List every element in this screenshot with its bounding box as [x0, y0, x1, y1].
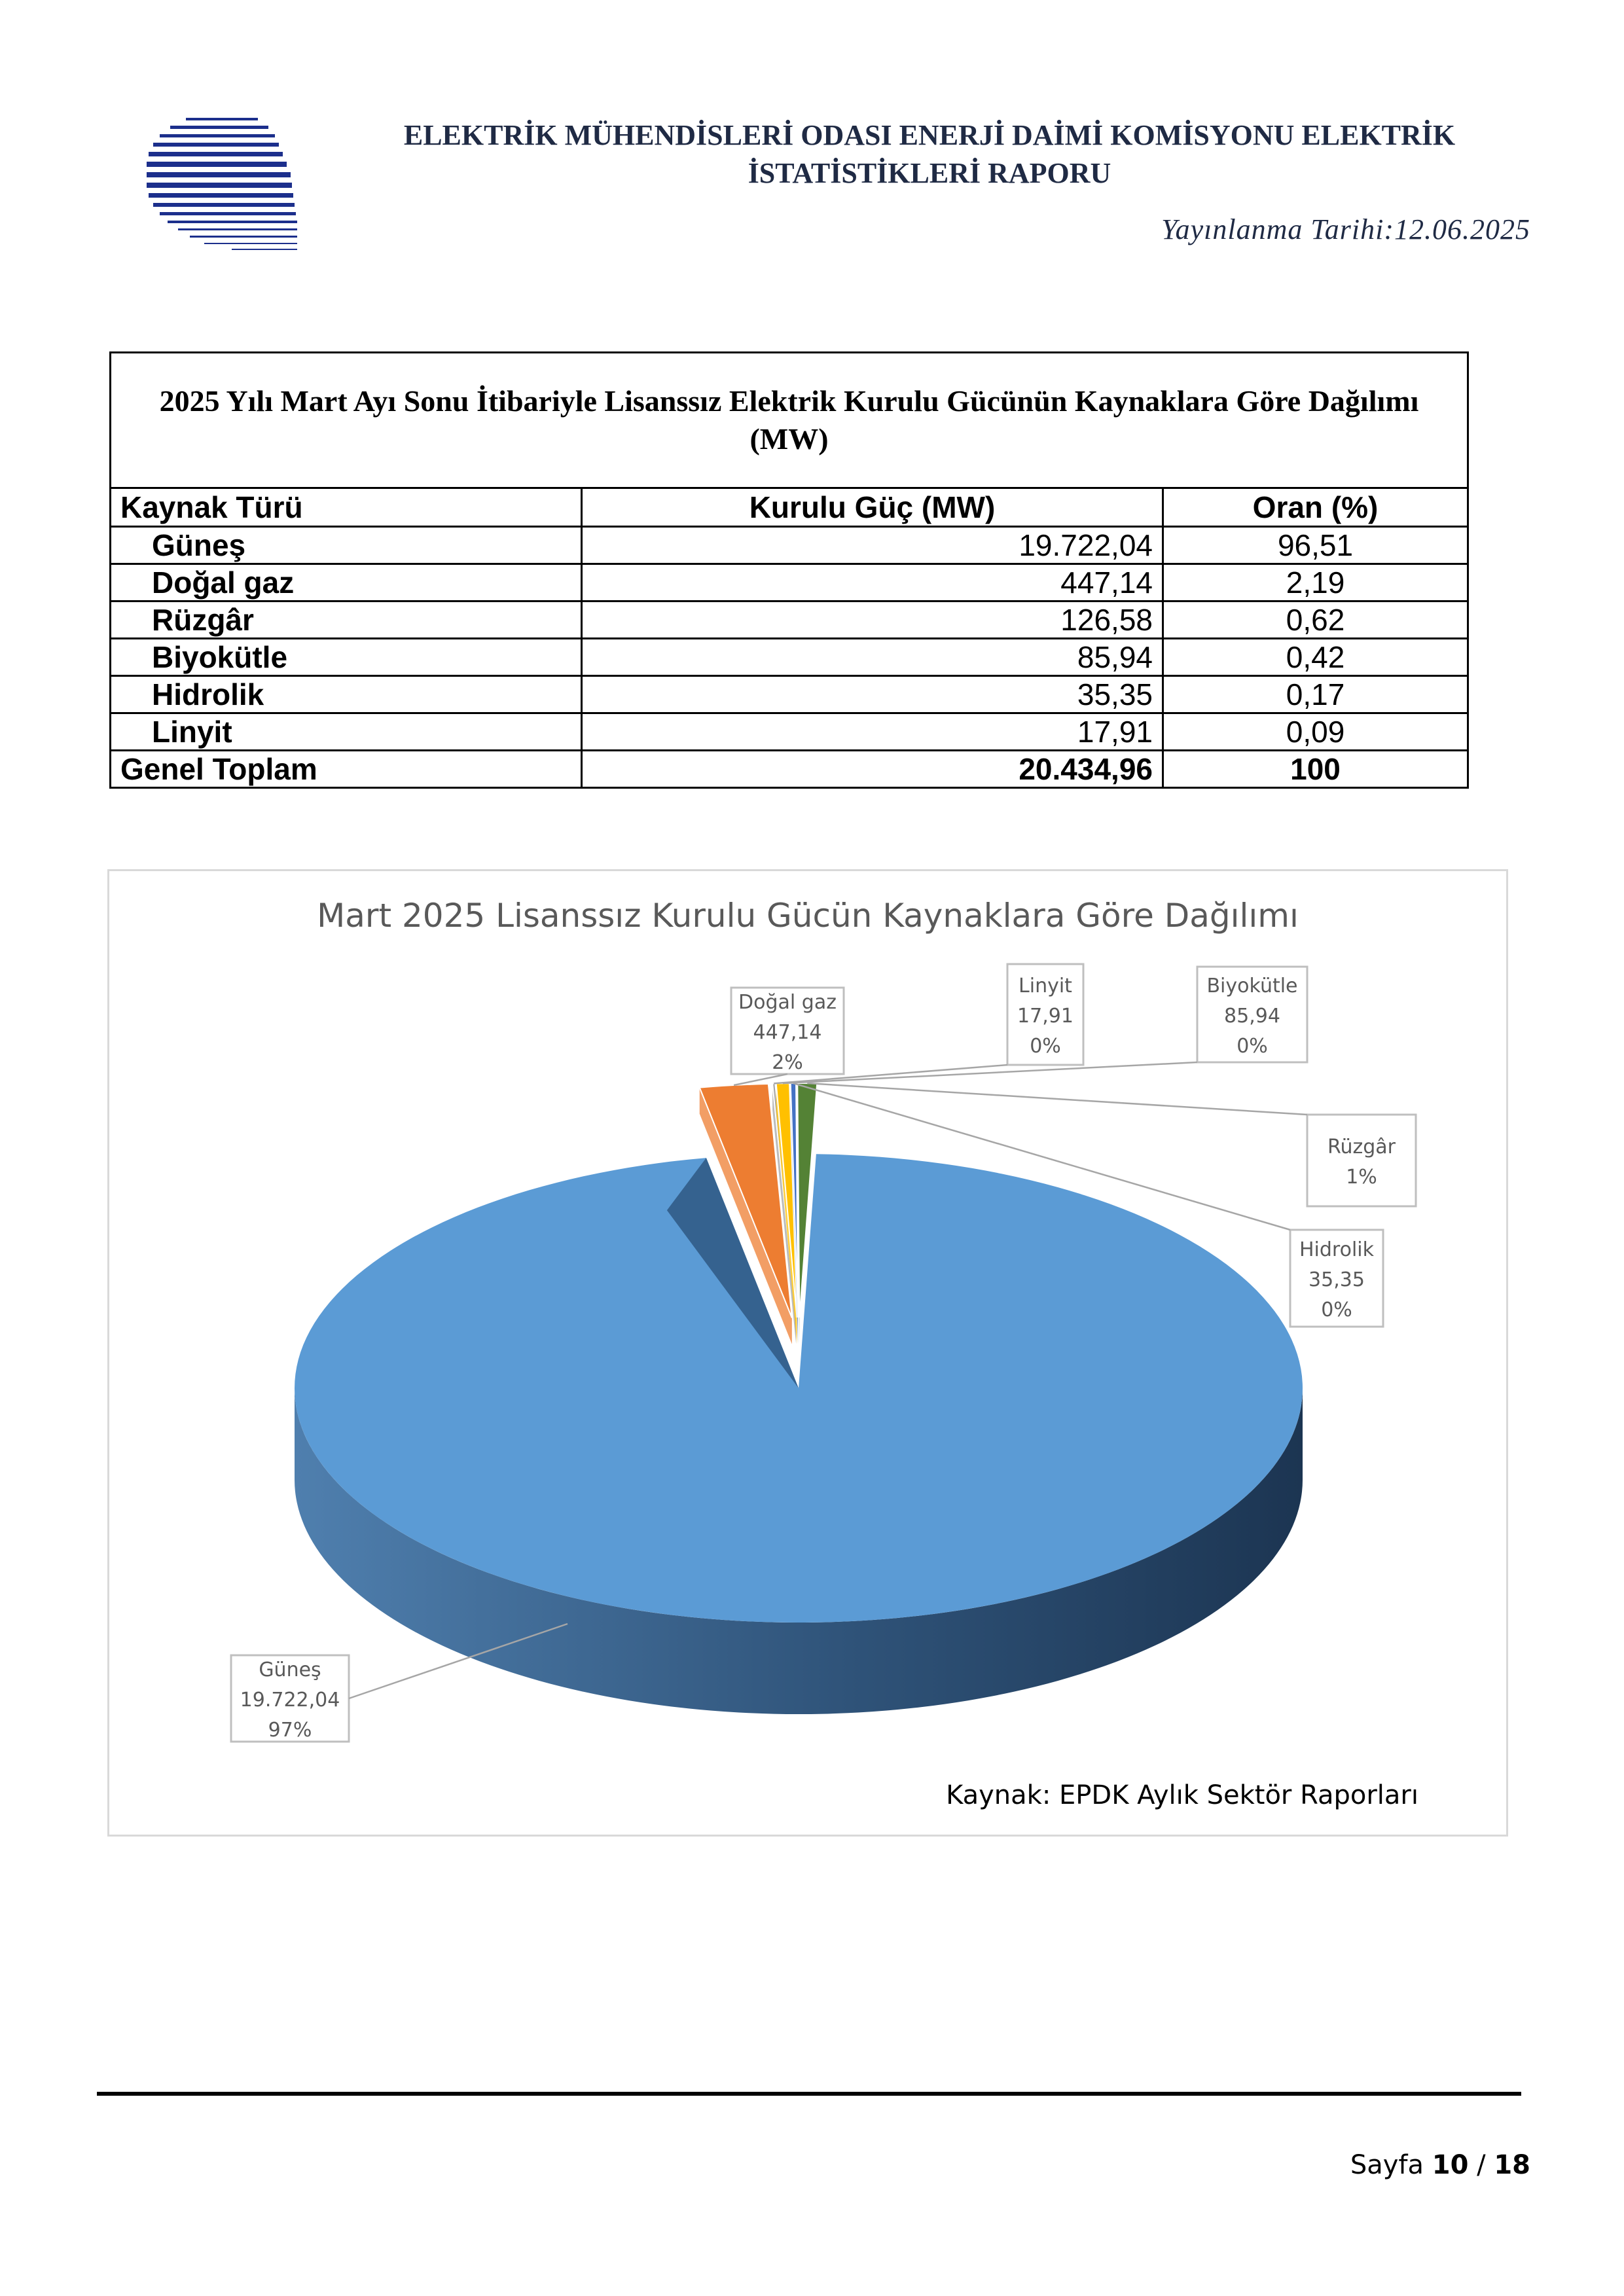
row-power: 126,58 — [582, 601, 1163, 639]
header-power: Kurulu Güç (MW) — [582, 488, 1163, 527]
table-row — [111, 527, 1468, 564]
total-label: Genel Toplam — [111, 751, 582, 788]
row-source: Hidrolik — [111, 676, 582, 713]
emo-logo — [147, 113, 297, 260]
data-label — [1007, 964, 1083, 1065]
table-row — [111, 564, 1468, 601]
chart-source-note: Kaynak: EPDK Aylık Sektör Raporları — [946, 1780, 1418, 1810]
page-separator: / — [1477, 2150, 1486, 2180]
data-label-percent: 0% — [1321, 1299, 1352, 1321]
report-title-line1: ELEKTRİK MÜHENDİSLERİ ODASI ENERJİ DAİMİ KOMİSYONU ELEKTRİK — [403, 119, 1456, 151]
row-power: 19.722,04 — [582, 527, 1163, 564]
row-ratio: 0,42 — [1163, 639, 1468, 676]
page-total: 18 — [1494, 2150, 1530, 2180]
report-title — [340, 117, 1519, 192]
data-label — [1307, 1115, 1416, 1206]
row-source: Biyokütle — [111, 639, 582, 676]
data-label-name: Güneş — [259, 1659, 321, 1681]
leader-line — [783, 1062, 1197, 1083]
data-label-name: Biyokütle — [1206, 975, 1298, 997]
data-label-percent: 97% — [268, 1719, 312, 1742]
data-label-name: Hidrolik — [1299, 1238, 1375, 1261]
table-row — [111, 676, 1468, 713]
header-source: Kaynak Türü — [111, 488, 582, 527]
data-label — [231, 1655, 349, 1742]
header-ratio: Oran (%) — [1163, 488, 1468, 527]
pie-chart — [107, 869, 1508, 1837]
table-row — [111, 713, 1468, 751]
table-row — [111, 639, 1468, 676]
table-header-row — [111, 488, 1468, 527]
data-label-percent: 1% — [1346, 1166, 1377, 1189]
total-power: 20.434,96 — [582, 751, 1163, 788]
data-label-percent: 0% — [1236, 1035, 1268, 1058]
table-caption: 2025 Yılı Mart Ayı Sonu İtibariyle Lisanssız Elektrik Kurulu Gücünün Kaynaklara Göre Dağılımı (MW) — [111, 353, 1468, 488]
row-ratio: 2,19 — [1163, 564, 1468, 601]
data-label-value: 19.722,04 — [240, 1689, 340, 1712]
data-label-box — [1307, 1115, 1416, 1206]
row-ratio: 0,09 — [1163, 713, 1468, 751]
pie-chart-canvas — [109, 871, 1506, 1835]
page-current: 10 — [1432, 2150, 1469, 2180]
data-label-value: 447,14 — [753, 1021, 822, 1044]
page-number — [1350, 2150, 1530, 2180]
row-power: 447,14 — [582, 564, 1163, 601]
row-source: Güneş — [111, 527, 582, 564]
data-label-value: 17,91 — [1017, 1005, 1074, 1028]
data-label — [1290, 1230, 1383, 1327]
row-power: 85,94 — [582, 639, 1163, 676]
row-power: 17,91 — [582, 713, 1163, 751]
row-source: Linyit — [111, 713, 582, 751]
table-row — [111, 601, 1468, 639]
row-power: 35,35 — [582, 676, 1163, 713]
data-label-percent: 0% — [1030, 1035, 1061, 1058]
data-label-name: Rüzgâr — [1327, 1136, 1396, 1158]
row-source: Doğal gaz — [111, 564, 582, 601]
data-label — [1197, 967, 1307, 1062]
data-label-value: 85,94 — [1224, 1005, 1280, 1028]
table-total-row — [111, 751, 1468, 788]
chart-title: Mart 2025 Lisanssız Kurulu Gücün Kaynaklara Göre Dağılımı — [317, 897, 1299, 935]
total-ratio: 100 — [1163, 751, 1468, 788]
data-label-name: Linyit — [1019, 975, 1072, 997]
report-title-line2: İSTATİSTİKLERİ RAPORU — [748, 157, 1111, 189]
page-label: Sayfa — [1350, 2150, 1424, 2180]
data-label-value: 35,35 — [1308, 1268, 1365, 1291]
row-source: Rüzgâr — [111, 601, 582, 639]
pie-slices — [295, 1083, 1303, 1714]
row-ratio: 0,17 — [1163, 676, 1468, 713]
footer-rule — [97, 2092, 1521, 2096]
data-label-percent: 2% — [772, 1051, 803, 1074]
data-label — [731, 988, 844, 1074]
data-label-name: Doğal gaz — [738, 991, 837, 1014]
row-ratio: 0,62 — [1163, 601, 1468, 639]
row-ratio: 96,51 — [1163, 527, 1468, 564]
publish-date: Yayınlanma Tarihi:12.06.2025 — [1161, 213, 1530, 245]
capacity-table — [109, 351, 1469, 789]
